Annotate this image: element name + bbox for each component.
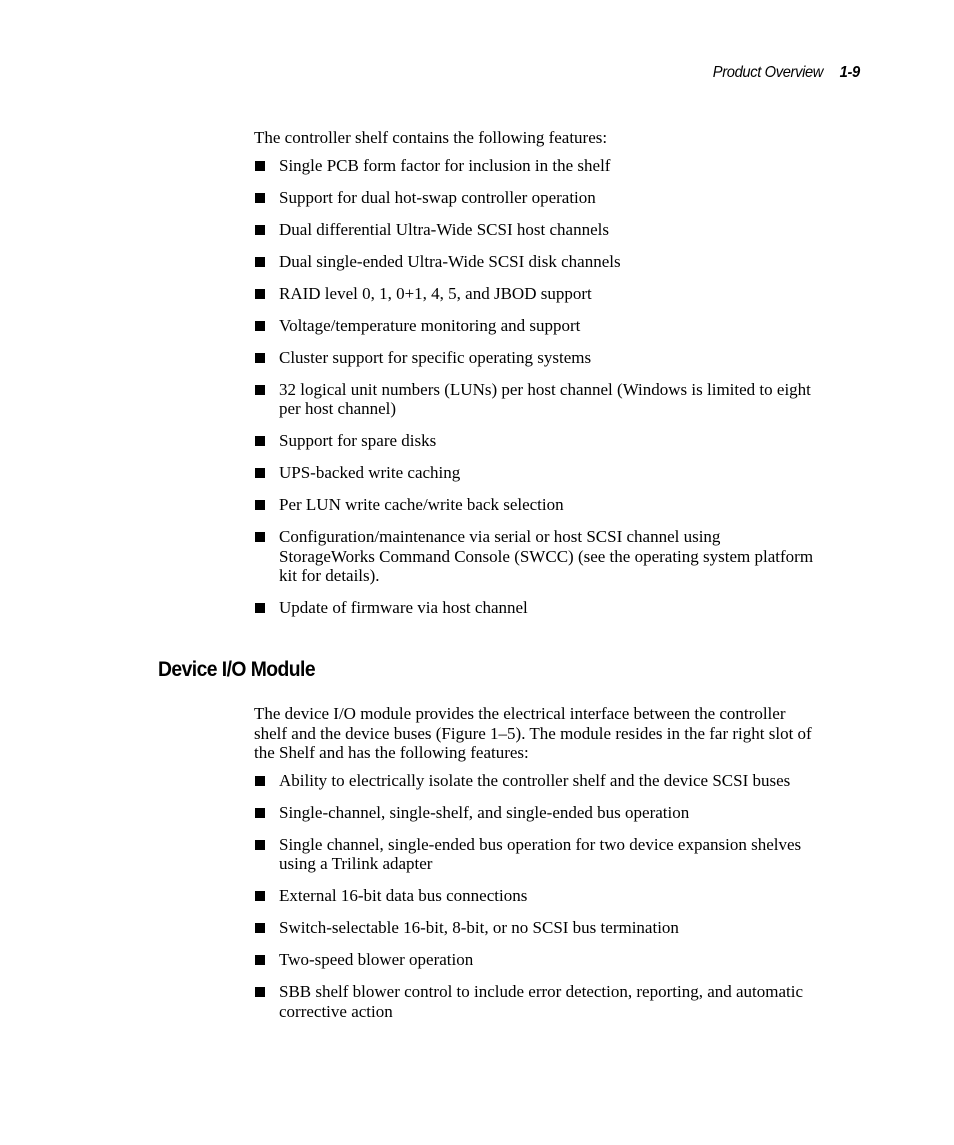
- square-bullet-icon: [255, 289, 265, 299]
- list-item-text: Cluster support for specific operating systems: [279, 347, 592, 367]
- square-bullet-icon: [255, 987, 265, 997]
- list-item-text: Single-channel, single-shelf, and single-ended bus operation: [279, 802, 690, 822]
- list-item: [254, 252, 814, 272]
- list-item: [254, 598, 814, 618]
- square-bullet-icon: [255, 923, 265, 933]
- list-item-text: Configuration/maintenance via serial or host SCSI channel using StorageWorks Command Console (SWCC) (see the operating system platform kit for details).: [279, 527, 814, 585]
- list-item-text: Per LUN write cache/write back selection: [279, 495, 564, 514]
- section-heading-device-io-module: Device I/O Module: [158, 658, 316, 681]
- list-item-text: UPS-backed write caching: [279, 463, 461, 482]
- square-bullet-icon: [255, 436, 265, 446]
- square-bullet-icon: [255, 193, 265, 203]
- running-header-title: Product Overview: [712, 64, 824, 81]
- list-item: [254, 950, 814, 970]
- list-item: [254, 316, 814, 336]
- list-item-text: Switch-selectable 16-bit, 8-bit, or no SCSI bus termination: [279, 918, 679, 937]
- list-item-text: Support for spare disks: [279, 431, 437, 450]
- square-bullet-icon: [255, 257, 265, 267]
- device-io-module-intro: The device I/O module provides the electrical interface between the controller shelf and the device buses (Figure 1–5). The module resides in the far right slot of the Shelf and has the following features:: [254, 704, 812, 762]
- list-item: [254, 156, 814, 176]
- square-bullet-icon: [255, 955, 265, 965]
- list-item: [254, 527, 814, 586]
- list-item: [254, 495, 814, 515]
- square-bullet-icon: [255, 321, 265, 331]
- square-bullet-icon: [255, 603, 265, 613]
- list-item-text: Single channel, single-ended bus operation for two device expansion shelves using a Trilink adapter: [279, 834, 802, 873]
- list-item: [254, 348, 814, 368]
- list-item-text: Single PCB form factor for inclusion in the shelf: [279, 155, 611, 175]
- page-number: 1-9: [839, 64, 860, 81]
- controller-shelf-intro: The controller shelf contains the following features:: [254, 128, 608, 147]
- list-item-text: Support for dual hot-swap controller operation: [279, 187, 596, 207]
- list-item-text: RAID level 0, 1, 0+1, 4, 5, and JBOD support: [279, 283, 592, 303]
- list-item: [254, 771, 814, 791]
- list-item-text: Voltage/temperature monitoring and support: [279, 315, 581, 335]
- list-item: [254, 380, 814, 419]
- list-item-text: Update of firmware via host channel: [279, 598, 528, 617]
- square-bullet-icon: [255, 468, 265, 478]
- square-bullet-icon: [255, 891, 265, 901]
- square-bullet-icon: [255, 840, 265, 850]
- list-item: [254, 918, 814, 938]
- square-bullet-icon: [255, 161, 265, 171]
- running-header: [713, 64, 860, 82]
- list-item-text: Ability to electrically isolate the controller shelf and the device SCSI buses: [279, 770, 791, 790]
- square-bullet-icon: [255, 385, 265, 395]
- list-item-text: SBB shelf blower control to include error detection, reporting, and automatic corrective action: [279, 982, 804, 1021]
- list-item: [254, 982, 814, 1021]
- device-io-module-section: [254, 704, 814, 1034]
- list-item: [254, 886, 814, 906]
- list-item-text: Dual differential Ultra-Wide SCSI host channels: [279, 219, 609, 239]
- list-item-text: Two-speed blower operation: [279, 950, 474, 969]
- square-bullet-icon: [255, 808, 265, 818]
- list-item: [254, 431, 814, 451]
- list-item-text: 32 logical unit numbers (LUNs) per host channel (Windows is limited to eight per host channel): [279, 379, 811, 418]
- square-bullet-icon: [255, 532, 265, 542]
- square-bullet-icon: [255, 500, 265, 510]
- square-bullet-icon: [255, 225, 265, 235]
- list-item-text: External 16-bit data bus connections: [279, 886, 528, 905]
- square-bullet-icon: [255, 776, 265, 786]
- square-bullet-icon: [255, 353, 265, 363]
- list-item: [254, 803, 814, 823]
- controller-shelf-feature-list: [254, 156, 814, 618]
- list-item: [254, 220, 814, 240]
- list-item: [254, 188, 814, 208]
- list-item: [254, 284, 814, 304]
- controller-shelf-section: [254, 128, 814, 630]
- list-item: [254, 835, 814, 874]
- list-item: [254, 463, 814, 483]
- device-io-module-feature-list: [254, 771, 814, 1022]
- list-item-text: Dual single-ended Ultra-Wide SCSI disk channels: [279, 251, 621, 271]
